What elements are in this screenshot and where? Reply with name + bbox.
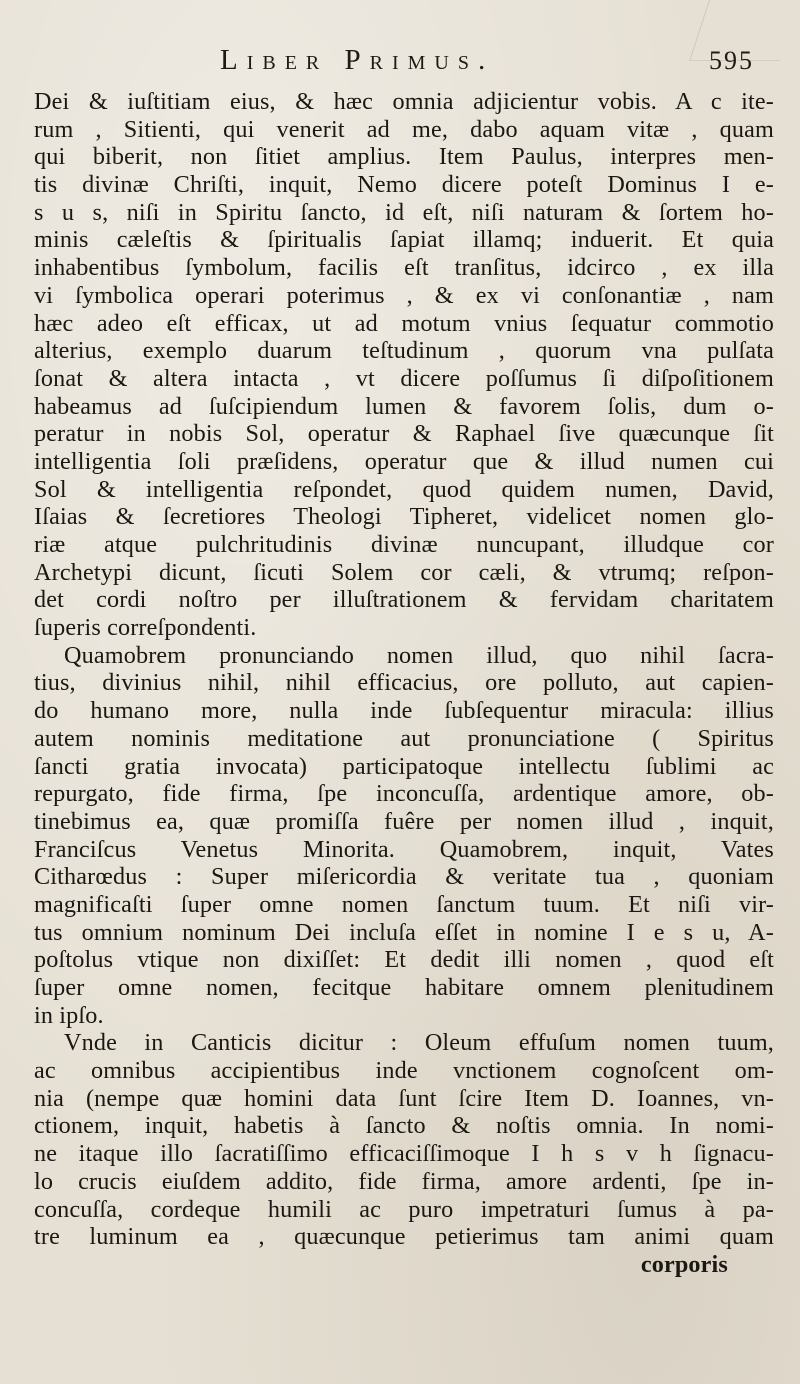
- text-line: tre luminum ea , quæcunque petierimus tam animi quam: [34, 1223, 774, 1251]
- paragraph-end-line: ſuperis correſpondenti.: [34, 614, 257, 642]
- running-title: Liber Primus.: [220, 44, 495, 76]
- text-line: s u s, niſi in Spiritu ſancto, id eſt, niſi naturam & ſortem ho-: [34, 198, 774, 226]
- text-line: inhabentibus ſymbolum, facilis eſt tranſitus, idcirco , ex illa: [34, 254, 774, 282]
- text-line: qui biberit, non ſitiet amplius. Item Paulus, interpres men-: [34, 143, 774, 171]
- running-head: [0, 44, 800, 84]
- text-line: tinebimus ea, quæ promiſſa fuêre per nomen illud , inquit,: [34, 807, 774, 835]
- text-line: Sol & intelligentia reſpondet, quod quidem numen, David,: [34, 475, 774, 503]
- text-line: vi ſymbolica operari poterimus , & ex vi conſonantiæ , nam: [34, 281, 774, 309]
- text-line: Archetypi dicunt, ſicuti Solem cor cæli, & vtrumq; reſpon-: [34, 558, 774, 586]
- text-line: concuſſa, cordeque humili ac puro impetraturi ſumus à pa-: [34, 1195, 774, 1223]
- text-line: repurgato, fide firma, ſpe inconcuſſa, ardentique amore, ob-: [34, 780, 774, 808]
- text-line: ctionem, inquit, habetis à ſancto & noſtis omnia. In nomi-: [34, 1112, 774, 1140]
- text-line: magnificaſti ſuper omne nomen ſanctum tuum. Et niſi vir-: [34, 890, 774, 918]
- text-line: do humano more, nulla inde ſubſequentur miracula: illius: [34, 697, 774, 725]
- text-line: riæ atque pulchritudinis divinæ nuncupant, illudque cor: [34, 531, 774, 558]
- text-line: intelligentia ſoli præſidens, operatur que & illud numen cui: [34, 447, 774, 475]
- text-line: hæc adeo eſt efficax, ut ad motum vnius ſequatur commotio: [34, 309, 774, 337]
- page-number: 595: [709, 46, 754, 75]
- paragraph-end-line: in ipſo.: [34, 1001, 104, 1029]
- text-line: tius, divinius nihil, nihil efficacius, ore polluto, aut capien-: [34, 669, 774, 697]
- text-line: ſuper omne nomen, fecitque habitare omnem plenitudinem: [34, 974, 774, 1001]
- paragraph-start-line: Vnde in Canticis dicitur : Oleum effuſum nomen tuum,: [64, 1029, 774, 1057]
- text-line: ne itaque illo ſacratiſſimo efficaciſſimoque I h s v h ſignacu-: [34, 1140, 774, 1168]
- text-line: autem nominis meditatione aut pronunciatione ( Spiritus: [34, 724, 774, 752]
- text-line: habeamus ad ſuſcipiendum lumen & favorem ſolis, dum o-: [34, 392, 774, 420]
- text-line: Citharœdus : Super miſericordia & veritate tua , quoniam: [34, 863, 774, 891]
- text-line: lo crucis eiuſdem addito, fide firma, amore ardenti, ſpe in-: [34, 1167, 774, 1195]
- body-text: [34, 88, 774, 1279]
- text-line: nia (nempe quæ homini data ſunt ſcire Item D. Ioannes, vn-: [34, 1084, 774, 1112]
- text-line: minis cæleſtis & ſpiritualis ſapiat illamq; induerit. Et quia: [34, 226, 774, 254]
- text-line: Iſaias & ſecretiores Theologi Tipheret, videlicet nomen glo-: [34, 503, 774, 531]
- text-line: alterius, exemplo duarum teſtudinum , quorum vna pulſata: [34, 337, 774, 365]
- text-line: rum , Sitienti, qui venerit ad me, dabo aquam vitæ , quam: [34, 115, 774, 143]
- text-line: ac omnibus accipientibus inde vnctionem cognoſcent om-: [34, 1057, 774, 1085]
- paragraph-start-line: Quamobrem pronunciando nomen illud, quo nihil ſacra-: [64, 641, 774, 669]
- text-line: Dei & iuſtitiam eius, & hæc omnia adjicientur vobis. A c ite-: [34, 88, 774, 115]
- text-line: tis divinæ Chriſti, inquit, Nemo dicere poteſt Dominus I e-: [34, 171, 774, 199]
- text-line: Franciſcus Venetus Minorita. Quamobrem, inquit, Vates: [34, 835, 774, 863]
- text-line: ſancti gratia invocata) participatoque intellectu ſublimi ac: [34, 752, 774, 780]
- text-line: peratur in nobis Sol, operatur & Raphael ſive quæcunque ſit: [34, 420, 774, 448]
- text-line: ſonat & altera intacta , vt dicere poſſumus ſi diſpoſitionem: [34, 364, 774, 392]
- text-line: tus omnium nominum Dei incluſa eſſet in nomine I e s u, A-: [34, 918, 774, 946]
- text-line: poſtolus vtique non dixiſſet: Et dedit illi nomen , quod eſt: [34, 946, 774, 974]
- catchword: corporis: [640, 1250, 728, 1278]
- text-line: det cordi noſtro per illuſtrationem & fervidam charitatem: [34, 586, 774, 614]
